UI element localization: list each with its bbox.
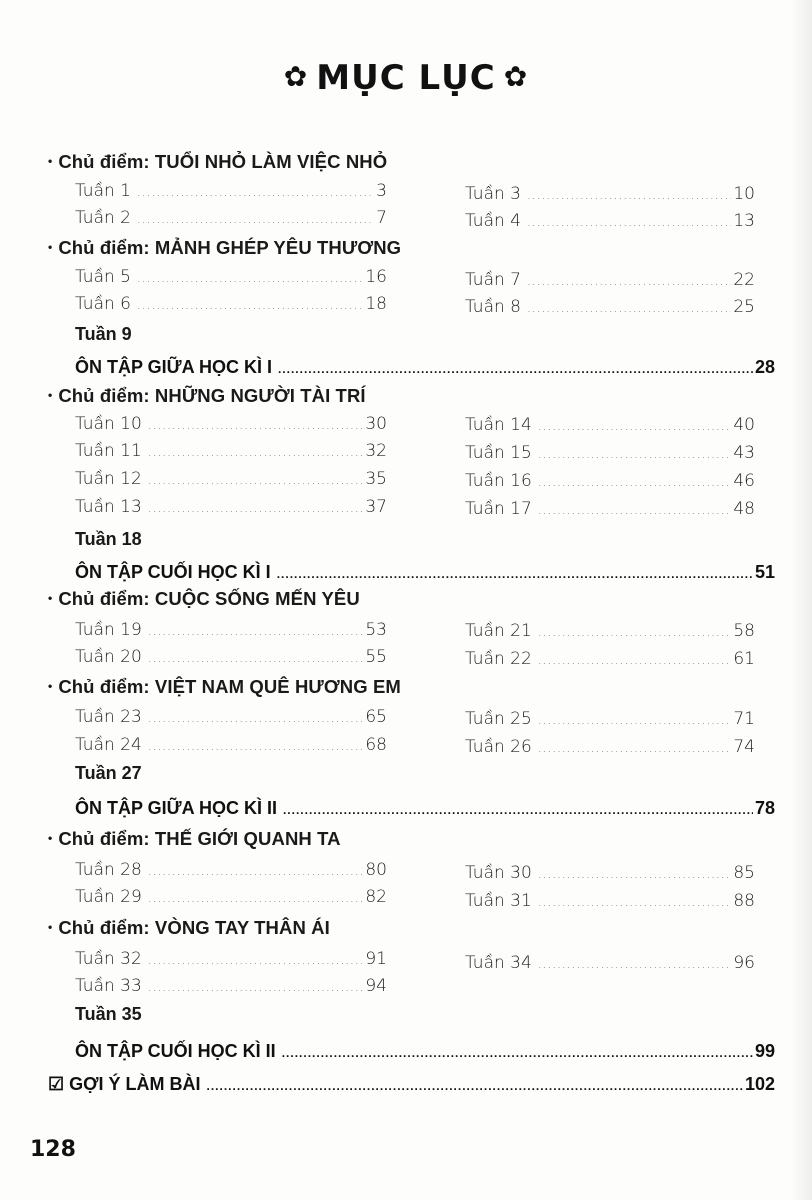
entry-label: Tuần 34 bbox=[465, 953, 532, 973]
entry-page: 91 bbox=[365, 949, 387, 969]
topic-prefix: Chủ điểm: bbox=[58, 237, 150, 258]
topic-title: CUỘC SỐNG MẾN YÊU bbox=[154, 588, 360, 609]
entry-label: Tuần 29 bbox=[75, 887, 142, 907]
leader-dots bbox=[277, 563, 753, 585]
entry-page: 18 bbox=[365, 294, 387, 314]
entry-label: ÔN TẬP GIỮA HỌC KÌ II bbox=[75, 798, 277, 818]
entry-label: Tuần 8 bbox=[465, 297, 521, 317]
leader-dots bbox=[148, 707, 364, 729]
toc-entry[interactable] bbox=[75, 886, 387, 909]
entry-page: 102 bbox=[744, 1074, 775, 1094]
topic-prefix: Chủ điểm: bbox=[58, 917, 150, 938]
toc-entry[interactable] bbox=[465, 620, 755, 643]
leader-dots bbox=[148, 469, 364, 491]
topic-heading bbox=[48, 675, 401, 698]
topic-prefix: Chủ điểm: bbox=[58, 151, 150, 172]
entry-label: Tuần 19 bbox=[75, 620, 142, 640]
entry-label: Tuần 10 bbox=[75, 414, 142, 434]
entry-label: Tuần 14 bbox=[465, 415, 532, 435]
hints-label: GỢI Ý LÀM BÀI bbox=[69, 1074, 201, 1094]
topic-heading bbox=[48, 150, 387, 173]
leader-dots bbox=[278, 358, 753, 380]
leader-dots bbox=[538, 737, 732, 759]
leader-dots bbox=[538, 415, 732, 437]
entry-page: 43 bbox=[733, 443, 755, 463]
toc-entry[interactable] bbox=[465, 952, 755, 975]
leader-dots bbox=[283, 799, 753, 821]
entry-page: 88 bbox=[733, 891, 755, 911]
leader-dots bbox=[527, 270, 731, 292]
leader-dots bbox=[538, 863, 732, 885]
topic-title: THẾ GIỚI QUANH TA bbox=[154, 828, 341, 849]
leader-dots bbox=[148, 949, 364, 971]
entry-label: Tuần 25 bbox=[465, 709, 532, 729]
entry-page: 22 bbox=[733, 270, 755, 290]
entry-label: Tuần 17 bbox=[465, 499, 532, 519]
entry-label: ÔN TẬP GIỮA HỌC KÌ I bbox=[75, 357, 272, 377]
entry-label: Tuần 24 bbox=[75, 735, 142, 755]
entry-page: 80 bbox=[365, 860, 387, 880]
toc-entry[interactable] bbox=[75, 706, 387, 729]
toc-entry[interactable] bbox=[465, 648, 755, 671]
topic-prefix: Chủ điểm: bbox=[58, 676, 150, 697]
leader-dots bbox=[538, 499, 732, 521]
toc-entry[interactable] bbox=[465, 442, 755, 465]
entry-page: 25 bbox=[733, 297, 755, 317]
entry-page: 71 bbox=[733, 709, 755, 729]
entry-label: Tuần 7 bbox=[465, 270, 521, 290]
bullet-icon: • bbox=[48, 679, 53, 693]
toc-entry[interactable] bbox=[75, 266, 387, 289]
toc-entry[interactable] bbox=[465, 862, 755, 885]
toc-entry[interactable] bbox=[75, 975, 387, 998]
toc-entry[interactable] bbox=[75, 180, 387, 203]
entry-label bbox=[48, 1073, 201, 1095]
leader-dots bbox=[538, 953, 732, 975]
entry-page: 53 bbox=[365, 620, 387, 640]
entry-label: Tuần 3 bbox=[465, 184, 521, 204]
bullet-icon: • bbox=[48, 831, 53, 845]
leader-dots bbox=[538, 649, 732, 671]
entry-label: Tuần 4 bbox=[465, 211, 521, 231]
topic-title: MẢNH GHÉP YÊU THƯƠNG bbox=[154, 237, 402, 258]
entry-page: 46 bbox=[733, 471, 755, 491]
entry-page: 13 bbox=[733, 211, 755, 231]
entry-page: 30 bbox=[365, 414, 387, 434]
leader-dots bbox=[148, 620, 364, 642]
entry-label: Tuần 6 bbox=[75, 294, 131, 314]
review-week: Tuần 27 bbox=[75, 763, 142, 783]
toc-entry[interactable] bbox=[75, 413, 387, 436]
toc-entry[interactable] bbox=[75, 734, 387, 757]
entry-label: Tuần 31 bbox=[465, 891, 532, 911]
toc-entry[interactable] bbox=[75, 646, 387, 669]
entry-label: Tuần 15 bbox=[465, 443, 532, 463]
entry-label: Tuần 11 bbox=[75, 441, 142, 461]
title-text: MỤC LỤC bbox=[316, 58, 496, 98]
entry-page: 7 bbox=[376, 208, 387, 228]
page-number: 128 bbox=[30, 1137, 76, 1162]
toc-entry[interactable] bbox=[465, 183, 755, 206]
entry-label: Tuần 2 bbox=[75, 208, 131, 228]
leader-dots bbox=[137, 208, 374, 230]
toc-entry[interactable] bbox=[75, 619, 387, 642]
entry-page: 68 bbox=[365, 735, 387, 755]
leader-dots bbox=[137, 294, 363, 316]
entry-page: 58 bbox=[733, 621, 755, 641]
entry-page: 85 bbox=[733, 863, 755, 883]
entry-page: 74 bbox=[733, 737, 755, 757]
page-title bbox=[0, 58, 812, 98]
entry-page: 78 bbox=[754, 798, 775, 818]
review-week: Tuần 9 bbox=[75, 324, 132, 344]
topic-heading bbox=[48, 587, 360, 610]
toc-entry[interactable] bbox=[75, 468, 387, 491]
leader-dots bbox=[148, 497, 364, 519]
entry-page: 99 bbox=[754, 1041, 775, 1061]
topic-heading bbox=[48, 236, 401, 259]
toc-entry[interactable] bbox=[75, 440, 387, 463]
leader-dots bbox=[538, 621, 732, 643]
toc-entry[interactable] bbox=[75, 207, 387, 230]
page-edge-shadow bbox=[790, 0, 812, 1200]
bullet-icon: • bbox=[48, 591, 53, 605]
leader-dots bbox=[538, 471, 732, 493]
toc-entry[interactable] bbox=[465, 736, 755, 759]
toc-entry[interactable] bbox=[75, 859, 387, 882]
entry-label: Tuần 23 bbox=[75, 707, 142, 727]
leader-dots bbox=[148, 860, 364, 882]
flower-icon: ✿ bbox=[503, 60, 529, 93]
review-week: Tuần 35 bbox=[75, 1004, 142, 1024]
flower-icon: ✿ bbox=[283, 60, 309, 93]
checkbox-icon: ☑ bbox=[48, 1074, 65, 1094]
leader-dots bbox=[527, 297, 731, 319]
toc-entry[interactable] bbox=[465, 470, 755, 493]
toc-entry[interactable] bbox=[75, 948, 387, 971]
entry-label: Tuần 21 bbox=[465, 621, 532, 641]
leader-dots bbox=[538, 443, 732, 465]
topic-heading bbox=[48, 916, 330, 939]
topic-heading bbox=[48, 827, 341, 850]
leader-dots bbox=[148, 414, 364, 436]
topic-prefix: Chủ điểm: bbox=[58, 828, 150, 849]
review-entry[interactable] bbox=[75, 1040, 775, 1064]
leader-dots bbox=[148, 441, 364, 463]
entry-page: 35 bbox=[365, 469, 387, 489]
entry-label: Tuần 26 bbox=[465, 737, 532, 757]
toc-entry[interactable] bbox=[75, 496, 387, 519]
toc-entry[interactable] bbox=[465, 210, 755, 233]
leader-dots bbox=[137, 267, 363, 289]
leader-dots bbox=[282, 1042, 753, 1064]
topic-title: TUỔI NHỎ LÀM VIỆC NHỎ bbox=[154, 151, 388, 172]
entry-page: 61 bbox=[733, 649, 755, 669]
entry-label: Tuần 22 bbox=[465, 649, 532, 669]
entry-page: 37 bbox=[365, 497, 387, 517]
entry-label: Tuần 16 bbox=[465, 471, 532, 491]
entry-page: 16 bbox=[365, 267, 387, 287]
toc-entry[interactable] bbox=[465, 269, 755, 292]
leader-dots bbox=[148, 976, 364, 998]
toc-entry[interactable] bbox=[75, 293, 387, 316]
leader-dots bbox=[538, 891, 732, 913]
entry-label: Tuần 12 bbox=[75, 469, 142, 489]
entry-label: Tuần 33 bbox=[75, 976, 142, 996]
entry-page: 40 bbox=[733, 415, 755, 435]
leader-dots bbox=[148, 735, 364, 757]
entry-label: Tuần 1 bbox=[75, 181, 131, 201]
entry-label: Tuần 20 bbox=[75, 647, 142, 667]
entry-label: ÔN TẬP CUỐI HỌC KÌ I bbox=[75, 562, 271, 582]
bullet-icon: • bbox=[48, 240, 53, 254]
entry-page: 51 bbox=[754, 562, 775, 582]
leader-dots bbox=[527, 184, 731, 206]
toc-entry[interactable] bbox=[465, 708, 755, 731]
topic-title: VÒNG TAY THÂN ÁI bbox=[154, 917, 330, 938]
toc-entry[interactable] bbox=[465, 414, 755, 437]
entry-label: ÔN TẬP CUỐI HỌC KÌ II bbox=[75, 1041, 276, 1061]
entry-page: 55 bbox=[365, 647, 387, 667]
bullet-icon: • bbox=[48, 920, 53, 934]
entry-page: 65 bbox=[365, 707, 387, 727]
leader-dots bbox=[527, 211, 731, 233]
topic-prefix: Chủ điểm: bbox=[58, 385, 150, 406]
topic-title: NHỮNG NGƯỜI TÀI TRÍ bbox=[154, 385, 366, 406]
topic-title: VIỆT NAM QUÊ HƯƠNG EM bbox=[154, 676, 401, 697]
review-entry[interactable] bbox=[75, 356, 775, 380]
entry-page: 3 bbox=[376, 181, 387, 201]
review-entry[interactable] bbox=[75, 561, 775, 585]
entry-label: Tuần 5 bbox=[75, 267, 131, 287]
topic-prefix: Chủ điểm: bbox=[58, 588, 150, 609]
entry-page: 10 bbox=[733, 184, 755, 204]
entry-page: 32 bbox=[365, 441, 387, 461]
entry-label: Tuần 28 bbox=[75, 860, 142, 880]
toc-entry[interactable] bbox=[465, 296, 755, 319]
bullet-icon: • bbox=[48, 388, 53, 402]
leader-dots bbox=[207, 1075, 743, 1097]
entry-page: 96 bbox=[733, 953, 755, 973]
topic-heading bbox=[48, 384, 366, 407]
entry-label: Tuần 13 bbox=[75, 497, 142, 517]
entry-label: Tuần 30 bbox=[465, 863, 532, 883]
leader-dots bbox=[148, 647, 364, 669]
bullet-icon: • bbox=[48, 154, 53, 168]
leader-dots bbox=[148, 887, 364, 909]
leader-dots bbox=[137, 181, 374, 203]
entry-page: 94 bbox=[365, 976, 387, 996]
entry-page: 82 bbox=[365, 887, 387, 907]
leader-dots bbox=[538, 709, 732, 731]
toc-entry[interactable] bbox=[465, 890, 755, 913]
entry-label: Tuần 32 bbox=[75, 949, 142, 969]
review-entry[interactable] bbox=[75, 797, 775, 821]
review-week: Tuần 18 bbox=[75, 529, 142, 549]
hints-entry[interactable] bbox=[48, 1073, 775, 1097]
toc-entry[interactable] bbox=[465, 498, 755, 521]
entry-page: 48 bbox=[733, 499, 755, 519]
entry-page: 28 bbox=[754, 357, 775, 377]
